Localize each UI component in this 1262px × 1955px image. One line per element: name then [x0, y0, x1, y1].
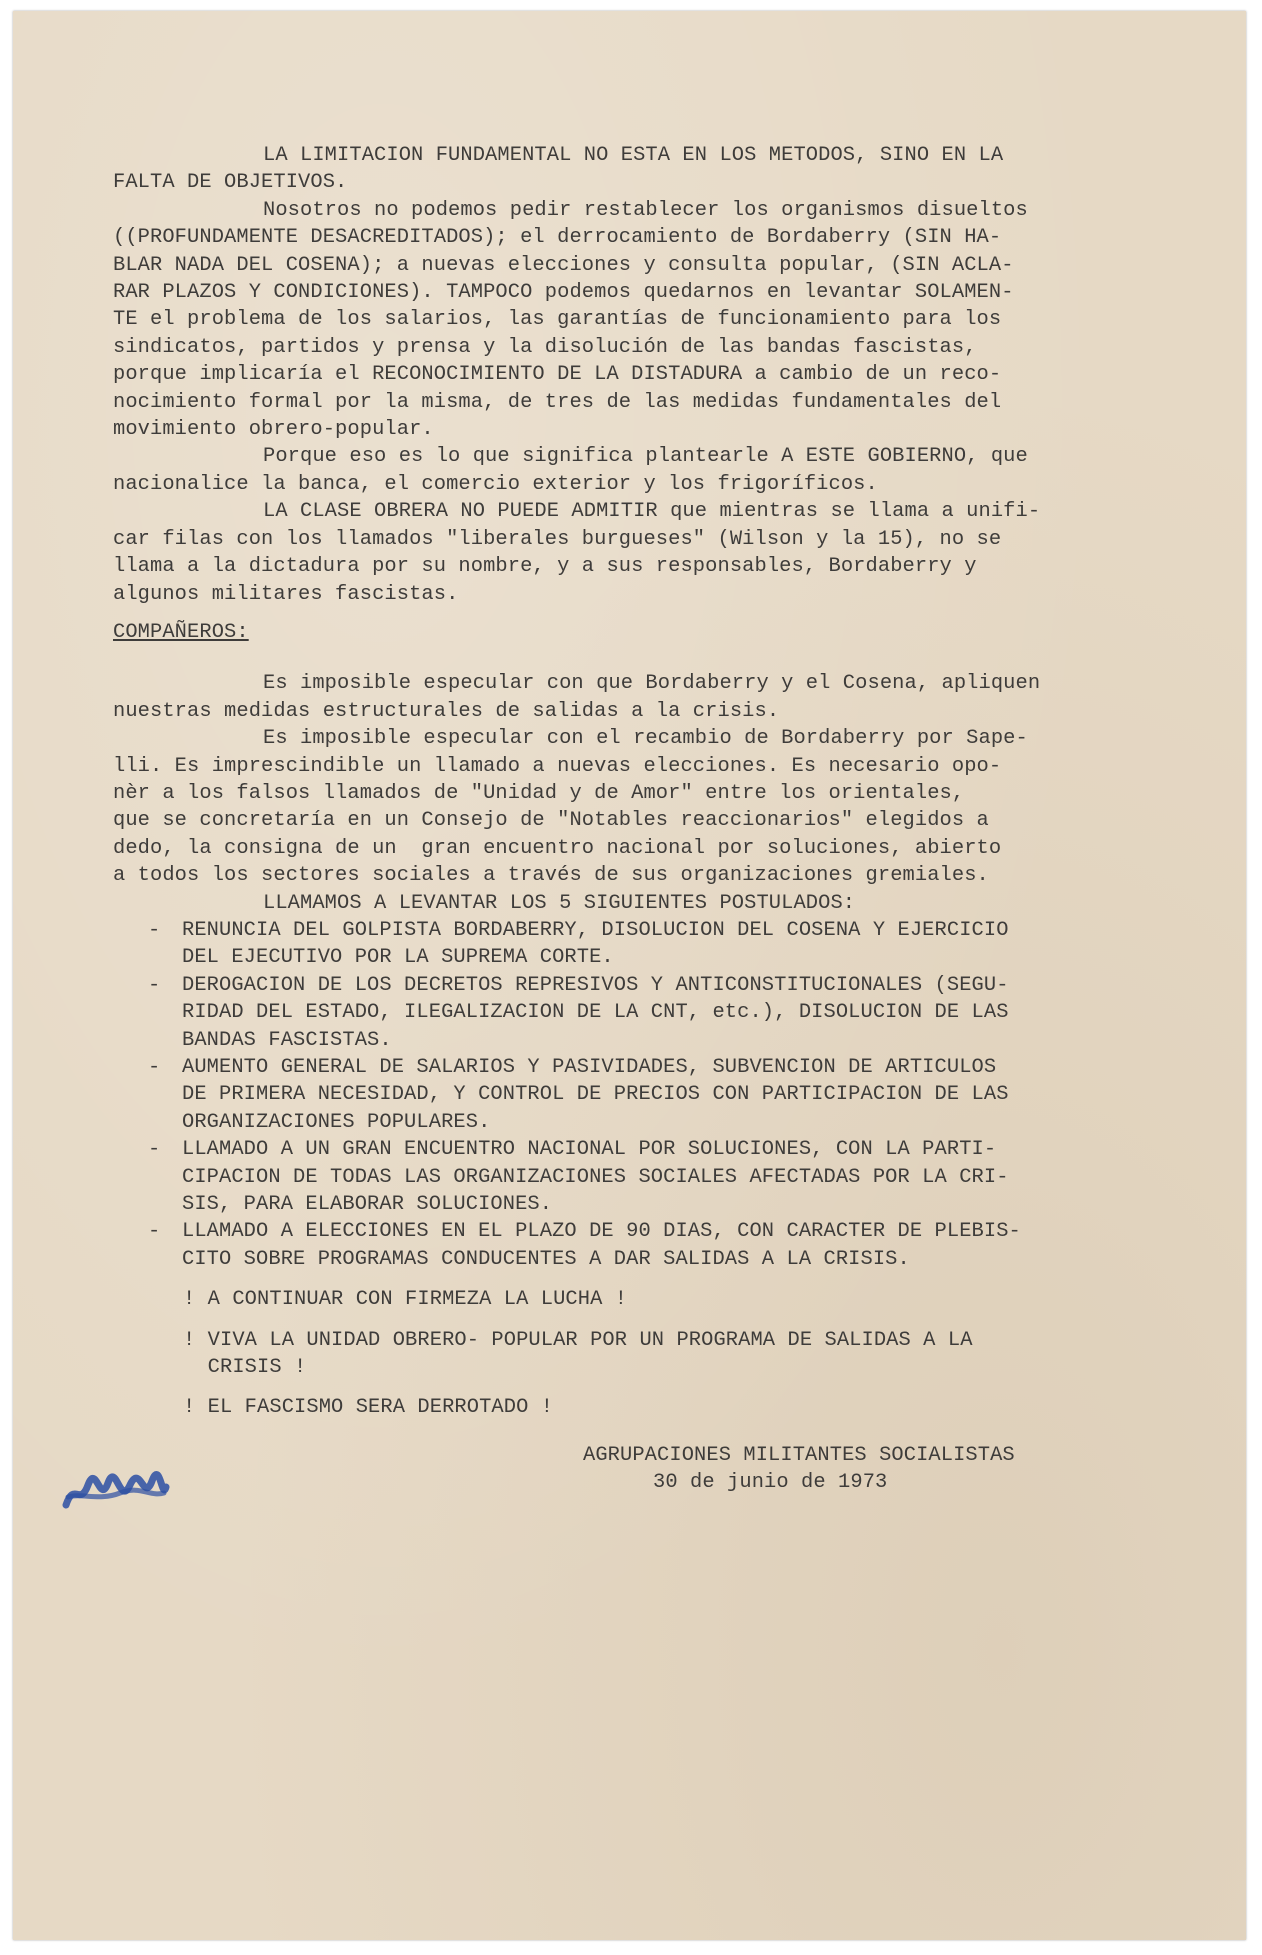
text-line: ((PROFUNDAMENTE DESACREDITADOS); el derrocamiento de Bordaberry (SIN HA-: [113, 226, 1002, 250]
slogans-block: [113, 1286, 1193, 1422]
text-line: Nosotros no podemos pedir restablecer los organismos disueltos: [263, 198, 1028, 222]
text-line: algunos militares fascistas.: [113, 582, 459, 606]
text-line: nuestras medidas estructurales de salidas a la crisis.: [113, 699, 780, 723]
text-line: porque implicaría el RECONOCIMIENTO DE LA DISTADURA a cambio de un reco-: [113, 363, 1002, 387]
text-line: nacionalice la banca, el comercio exterior y los frigoríficos.: [113, 472, 878, 496]
text-line: BANDAS FASCISTAS.: [182, 1028, 392, 1052]
text-line: movimiento obrero-popular.: [113, 418, 434, 442]
text-line: ! EL FASCISMO SERA DERROTADO !: [183, 1396, 554, 1420]
top-paragraphs: [113, 142, 1193, 608]
text-line: LLAMADO A UN GRAN ENCUENTRO NACIONAL POR SOLUCIONES, CON LA PARTI-: [182, 1138, 997, 1162]
demands-list: [113, 917, 1193, 1273]
dash-marker: -: [148, 918, 161, 942]
text-line: a todos los sectores sociales a través de sus organizaciones gremiales.: [113, 864, 989, 888]
text-line: SIS, PARA ELABORAR SOLUCIONES.: [182, 1193, 553, 1217]
text-line: RIDAD DEL ESTADO, ILEGALIZACION DE LA CNT, etc.), DISOLUCION DE LAS: [182, 1001, 1009, 1025]
text-line: LA CLASE OBRERA NO PUEDE ADMITIR que mientras se llama a unifi-: [263, 500, 1041, 524]
text-line: LLAMAMOS A LEVANTAR LOS 5 SIGUIENTES POSTULADOS:: [263, 891, 856, 915]
text-line: nèr a los falsos llamados de "Unidad y de Amor" entre los orientales,: [113, 781, 965, 805]
text-line: lli. Es imprescindible un llamado a nuevas elecciones. Es necesario opo-: [113, 754, 1002, 778]
text-line: DEROGACION DE LOS DECRETOS REPRESIVOS Y ANTICONSTITUCIONALES (SEGU-: [182, 973, 1009, 997]
list-item: [113, 1218, 1193, 1273]
text-line: TE el problema de los salarios, las garantías de funcionamiento para los: [113, 308, 1002, 332]
text-line: dedo, la consigna de un gran encuentro nacional por soluciones, abierto: [113, 836, 1002, 860]
paragraph: [113, 498, 1193, 608]
text-line: AUMENTO GENERAL DE SALARIOS Y PASIVIDADES, SUBVENCION DE ARTICULOS: [182, 1056, 997, 1079]
text-line: que se concretaría en un Consejo de "Notables reaccionarios" elegidos a: [113, 809, 989, 833]
list-item: [113, 972, 1193, 1054]
slogan: [113, 1394, 1193, 1421]
text-line: llama a la dictadura por su nombre, y a sus responsables, Bordaberry y: [113, 555, 977, 579]
text-line: CITO SOBRE PROGRAMAS CONDUCENTES A DAR SALIDAS A LA CRISIS.: [182, 1247, 910, 1271]
blue-ink-scribble-icon: [60, 1467, 170, 1517]
list-item: [113, 1136, 1193, 1218]
typed-text-body: [113, 142, 1193, 1497]
text-line: ! A CONTINUAR CON FIRMEZA LA LUCHA !: [183, 1288, 628, 1312]
text-line: ORGANIZACIONES POPULARES.: [182, 1110, 491, 1134]
paper-sheet: [13, 11, 1246, 1940]
list-item: [113, 917, 1193, 972]
text-line: Porque eso es lo que significa plantearle A ESTE GOBIERNO, que: [263, 445, 1028, 469]
text-line: DE PRIMERA NECESIDAD, Y CONTROL DE PRECIOS CON PARTICIPACION DE LAS: [182, 1083, 1009, 1107]
slogan: [113, 1327, 1193, 1382]
text-line: BLAR NADA DEL COSENA); a nuevas elecciones y consulta popular, (SIN ACLA-: [113, 253, 1014, 277]
text-line: car filas con los llamados "liberales burgueses" (Wilson y la 15), no se: [113, 527, 1002, 551]
text-line: DEL EJECUTIVO POR LA SUPREMA CORTE.: [182, 946, 614, 970]
text-line: CIPACION DE TODAS LAS ORGANIZACIONES SOCIALES AFECTADAS POR LA CRI-: [182, 1165, 1009, 1189]
dash-marker: -: [148, 1220, 161, 1244]
date-line: 30 de junio de 1973: [653, 1471, 888, 1495]
text-line: sindicatos, partidos y prensa y la disolución de las bandas fascistas,: [113, 335, 977, 359]
paragraph: [113, 142, 1193, 197]
slogan: [113, 1286, 1193, 1313]
text-line: LLAMADO A ELECCIONES EN EL PLAZO DE 90 DIAS, CON CARACTER DE PLEBIS-: [182, 1220, 1021, 1244]
bottom-paragraphs: [113, 670, 1193, 917]
dash-marker: -: [148, 973, 161, 997]
text-line: CRISIS !: [183, 1356, 307, 1380]
text-line: Es imposible especular con que Bordaberry y el Cosena, apliquen: [263, 672, 1041, 696]
paragraph: [113, 443, 1193, 498]
text-line: RENUNCIA DEL GOLPISTA BORDABERRY, DISOLUCION DEL COSENA Y EJERCICIO: [182, 918, 1009, 942]
heading-companeros: COMPAÑEROS:: [113, 620, 249, 644]
text-line: ! VIVA LA UNIDAD OBRERO- POPULAR POR UN PROGRAMA DE SALIDAS A LA: [183, 1328, 973, 1352]
text-line: FALTA DE OBJETIVOS.: [113, 171, 348, 195]
dash-marker: -: [148, 1138, 161, 1162]
text-line: RAR PLAZOS Y CONDICIONES). TAMPOCO podemos quedarnos en levantar SOLAMEN-: [113, 281, 1014, 305]
text-line: nocimiento formal por la misma, de tres de las medidas fundamentales del: [113, 390, 1002, 414]
paragraph: [113, 890, 1193, 917]
list-item: [113, 1054, 1193, 1136]
paragraph: [113, 197, 1193, 444]
paragraph: [113, 725, 1193, 889]
text-line: LA LIMITACION FUNDAMENTAL NO ESTA EN LOS METODOS, SINO EN LA: [263, 144, 1004, 167]
dash-marker: -: [148, 1056, 161, 1079]
paragraph: [113, 670, 1193, 725]
text-line: Es imposible especular con el recambio de Bordaberry por Sape-: [263, 727, 1028, 751]
signature: AGRUPACIONES MILITANTES SOCIALISTAS: [583, 1443, 1015, 1467]
